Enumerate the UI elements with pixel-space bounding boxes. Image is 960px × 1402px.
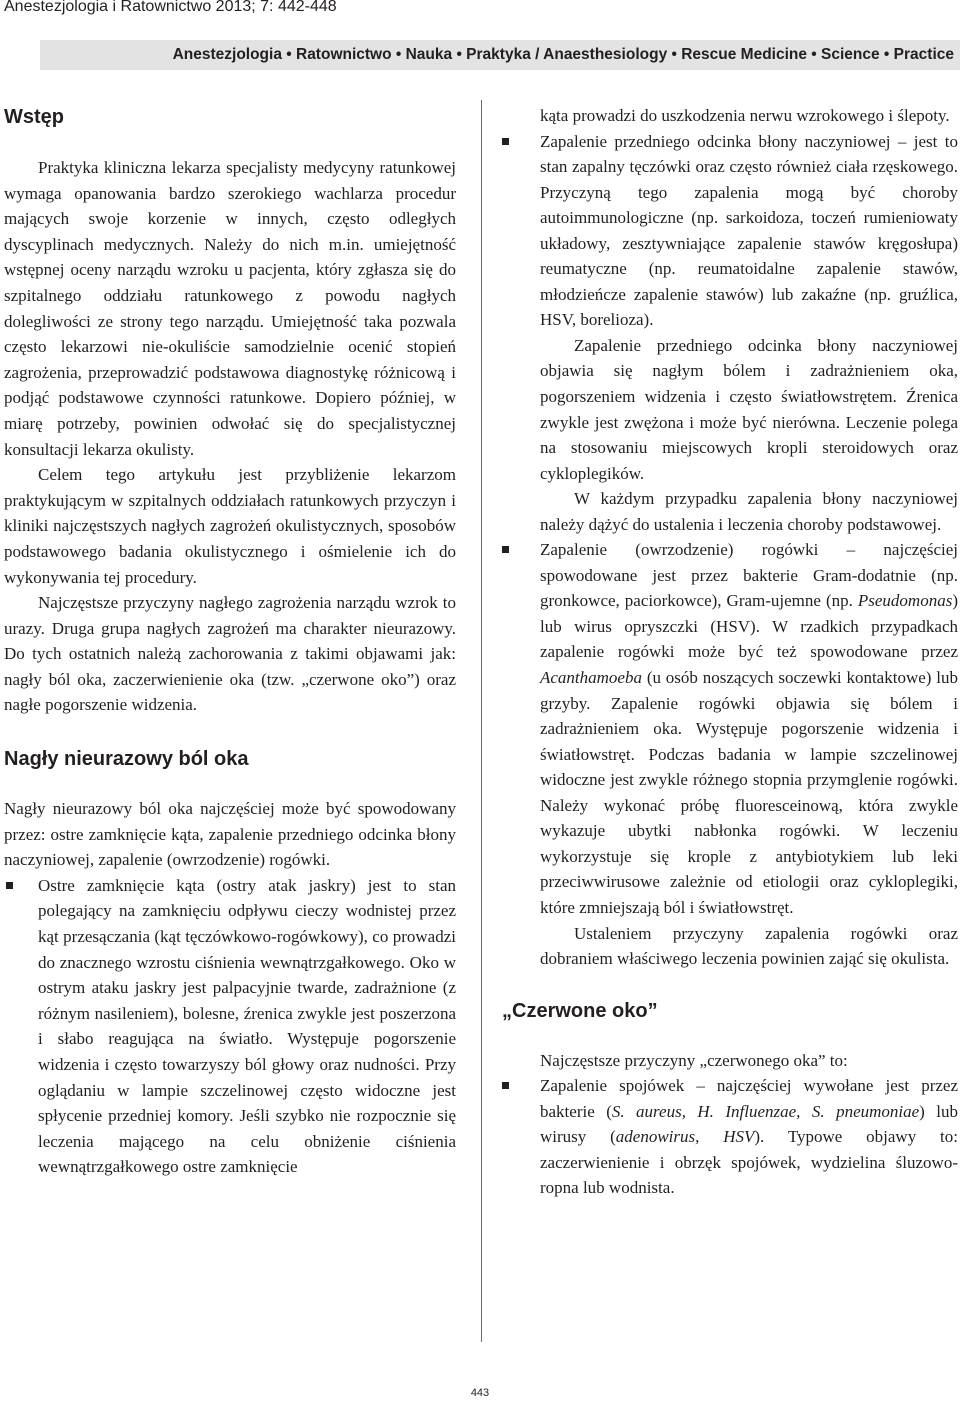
list-item	[540, 129, 958, 538]
right-column	[502, 103, 959, 1201]
sudden-pain-list-cont	[540, 129, 958, 972]
page-number: 443	[470, 1387, 490, 1399]
bullet-square-icon	[502, 546, 509, 553]
section-heading-intro: Wstęp	[4, 106, 64, 128]
bullet-square-icon	[502, 138, 509, 145]
intro-paragraph-2: Celem tego artykułu jest przybliżenie lekarzom praktykującym w szpitalnych oddziałach ratunkowych przyczyn i kliniki najczęstszych nagłych zagrożeń okulistycznych, sposobów podstawowego badania okulistycznego i ośmielenie ich do wykonywania tej procedury.	[4, 465, 456, 587]
list-item-text: Ustaleniem przyczyny zapalenia rogówki oraz dobraniem właściwego leczenia powinien zająć się okulista.	[540, 923, 958, 969]
list-item	[540, 1073, 958, 1201]
section-heading-sudden-pain: Nagły nieurazowy ból oka	[4, 748, 249, 771]
list-item	[540, 537, 958, 971]
list-item-text: W każdym przypadku zapalenia błony naczyniowej należy dążyć do ustalenia i leczenia choroby podstawowej.	[540, 489, 958, 534]
left-column	[4, 103, 456, 1180]
intro-paragraph-1: Praktyka kliniczna lekarza specjalisty medycyny ratunkowej wymaga opanowania bardzo szerokiego wachlarza procedur mających swoje korzenie w innych, często odległych dyscyplinach medycznych. Należy do nich m.in. umiejętność wstępnej oceny narządu wzroku u pacjenta, który zgłasza się do szpitalnego oddziału ratunkowego z powodu nagłych dolegliwości ze strony tego narządu. Umiejętność taka pozwala często lekarzowi nie-okuliście samodzielnie ocenić stopień zagrożenia, przeprowadzić podstawowa diagnostykę różnicową i podjąć podstawowe czynności ratunkowe. Dopiero później, w miarę potrzeby, powinien odwołać się do specjalistycznej konsultacji lekarza okulisty.	[4, 158, 456, 459]
journal-reference: Anestezjologia i Ratownictwo 2013; 7: 442-448	[4, 0, 337, 15]
sudden-pain-paragraph: Nagły nieurazowy ból oka najczęściej może być spowodowany przez: ostre zamknięcie kąta, zapalenie przedniego odcinka błony naczyniowej, zapalenie (owrzodzenie) rogówki.	[4, 799, 456, 870]
list-item-text: Ostre zamknięcie kąta (ostry atak jaskry) jest to stan polegający na zamknięciu odpływu cieczy wodnistej przez kąt przesączania (kąt tęczówkowo-rogówkowy), co prowadzi do znacznego wzrostu ciśnienia wewnątrzgałkowego. Oko w ostrym ataku jaskry jest palpacyjnie twarde, zadrażnione (z różnym nasileniem), bolesne, źrenica zwykle jest poszerzona i słabo reagująca na światło. Występuje pogorszenie widzenia i często towarzyszy ból głowy oraz nudności. Przy oglądaniu w lampie szczelinowej często widoczne jest spłycenie przedniej komory. Jeśli szybko nie rozpocznie się leczenia mającego na celu obniżenie ciśnienia wewnątrzgałkowego ostre zamknięcie	[38, 875, 456, 1177]
bullet-square-icon	[6, 882, 13, 889]
section-heading-red-eye: „Czerwone oko”	[502, 999, 658, 1022]
list-item-text: Zapalenie przedniego odcinka błony naczyniowej – jest to stan zapalny tęczówki oraz często również ciała rzęskowego. Przyczyną tego zapalenia mogą być choroby autoimmunologiczne (np. sarkoidoza, toczeń rumieniowaty układowy, zesztywniające zapalenie stawów kręgosłupa) reumatyczne (np. reumatoidalne zapalenie stawów, młodzieńcze zapalenie stawów) lub zakaźne (np. gruźlica, HSV, borelioza).	[540, 131, 958, 330]
bullet-square-icon	[502, 1082, 509, 1089]
journal-banner: Anestezjologia • Ratownictwo • Nauka • Praktyka / Anaesthesiology • Rescue Medicine • Science • Practice	[40, 40, 960, 70]
list-item-text: Zapalenie przedniego odcinka błony naczyniowej objawia się nagłym bólem i zadrażnieniem oka, pogorszeniem widzenia i często światłowstrętem. Źrenica zwykle jest zwężona i może być nierówna. Leczenie polega na stosowaniu miejscowych kropli steroidowych oraz cykloplegików.	[540, 335, 958, 483]
list-item	[4, 873, 456, 1180]
red-eye-list	[540, 1073, 958, 1201]
column-divider	[481, 100, 482, 1342]
red-eye-paragraph: Najczęstsze przyczyny „czerwonego oka” to:	[540, 1050, 848, 1070]
list-item-text: Zapalenie (owrzodzenie) rogówki – najczęściej spowodowane jest przez bakterie Gram-dodatnie (np. gronkowce, paciorkowce), Gram-ujemne (np. Pseudomonas) lub wirus opryszczki (HSV). W rzadkich przypadkach zapalenie rogówki może być też spowodowane przez Acanthamoeba (u osób noszących soczewki kontaktowe) lub grzyby. Zapalenie rogówki objawia się bólem i zadrażnieniem oka. Występuje pogorszenie widzenia i światłowstręt. Podczas badania w lampie szczelinowej widoczne jest zwykle różnego stopnia przymglenie rogówki. Należy wykonać próbę fluoresceinową, która zwykle wykazuje ubytki nabłonka rogówki. W leczeniu wykorzystuje się krople z antybiotykiem lub leki przeciwwirusowe zależnie od etiologii oraz cykloplegiki, które zmniejszają ból i światłowstręt.	[540, 540, 958, 917]
continued-paragraph: kąta prowadzi do uszkodzenia nerwu wzrokowego i ślepoty.	[540, 106, 950, 125]
list-item-text: Zapalenie spojówek – najczęściej wywołane jest przez bakterie (S. aureus, H. Influenzae, S. pneumoniae) lub wirusy (adenowirus, HSV). Typowe objawy to: zaczerwienienie i obrzęk spojówek, wydzielina śluzowo-ropna lub wodnista.	[540, 1076, 959, 1198]
intro-paragraph-3: Najczęstsze przyczyny nagłego zagrożenia narządu wzrok to urazy. Druga grupa nagłych zagrożeń ma charakter nieurazowy. Do tych ostatnich należą zachorowania z takimi objawami jak: nagły ból oka, zaczerwienienie oka (tzw. „czerwone oko”) oraz nagłe pogorszenie widzenia.	[4, 593, 456, 715]
sudden-pain-list	[4, 873, 456, 1180]
